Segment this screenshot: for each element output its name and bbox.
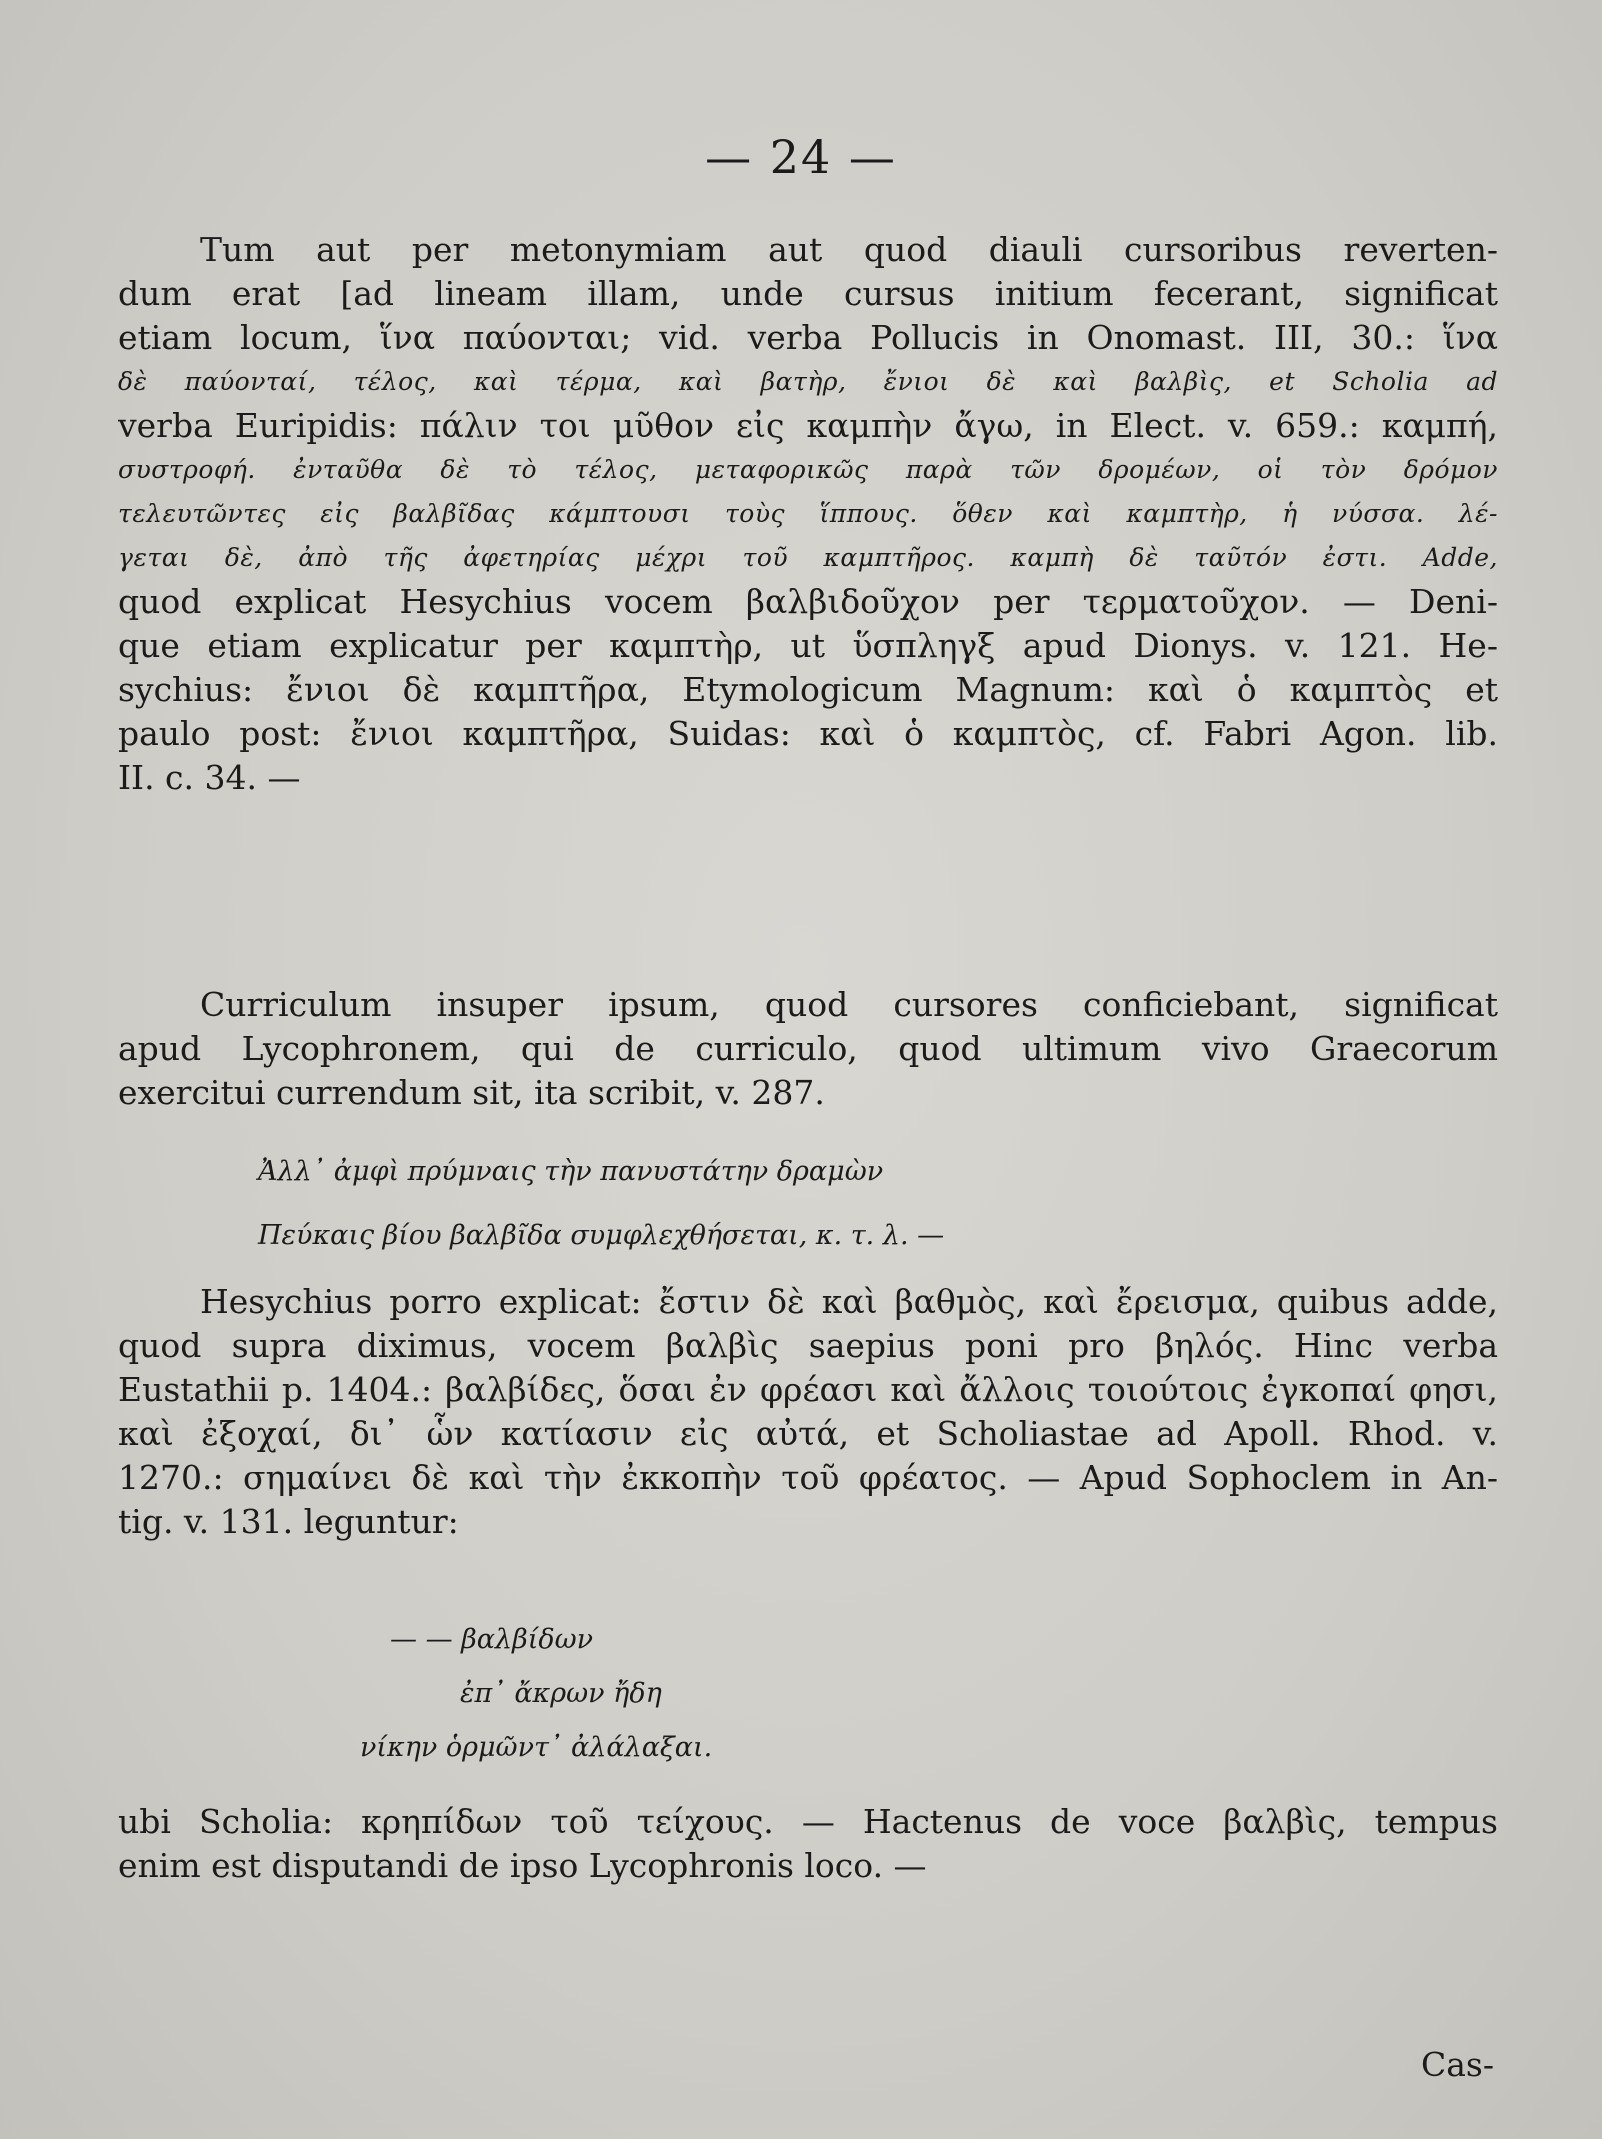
text-line: συστροφή. ἐνταῦθα δὲ τὸ τέλος, μεταφορικῶς παρὰ τῶν δρομέων, οἱ τὸν δρόμον <box>118 455 1498 484</box>
text-line: quod explicat Hesychius vocem βαλβιδοῦχον per τερματοῦχον. — Deni- <box>118 582 1498 621</box>
paragraph-3 <box>118 1280 1498 1544</box>
text-line: 1270.: σημαίνει δὲ καὶ τὴν ἐκκοπὴν τοῦ φρέατος. — Apud Sophoclem in An- <box>118 1458 1498 1497</box>
text-line: καὶ ἐξοχαί, δι᾽ ὧν κατίασιν εἰς αὐτά, et Scholiastae ad Apoll. Rhod. v. <box>118 1414 1498 1453</box>
verse-line: ἐπ᾽ ἄκρων ἤδη <box>460 1678 662 1709</box>
text-line: etiam locum, ἵνα παύονται; vid. verba Pollucis in Onomast. III, 30.: ἵνα <box>118 318 1498 357</box>
text-line: Hesychius porro explicat: ἔστιν δὲ καὶ βαθμὸς, καὶ ἔρεισμα, quibus adde, <box>200 1282 1498 1321</box>
text-line: apud Lycophronem, qui de curriculo, quod ultimum vivo Graecorum <box>118 1029 1498 1068</box>
text-line: exercitui currendum sit, ita scribit, v. 287. <box>118 1073 825 1112</box>
verse-line: — — βαλβίδων <box>390 1624 594 1655</box>
text-line: dum erat [ad lineam illam, unde cursus initium fecerant, significat <box>118 274 1498 313</box>
text-line: δὲ παύονταί, τέλος, καὶ τέρμα, καὶ βατὴρ, ἔνιοι δὲ καὶ βαλβὶς, et Scholia ad <box>118 367 1498 396</box>
page-number: — 24 — <box>705 130 897 184</box>
text-line: II. c. 34. — <box>118 758 301 797</box>
text-line: Tum aut per metonymiam aut quod diauli cursoribus reverten- <box>200 230 1498 269</box>
text-line: τελευτῶντες εἰς βαλβῖδας κάμπτουσι τοὺς ἵππους. ὅθεν καὶ καμπτὴρ, ἡ νύσσα. λέ- <box>118 499 1498 528</box>
text-line: verba Euripidis: πάλιν τοι μῦθον εἰς καμπὴν ἄγω, in Elect. v. 659.: καμπή, <box>118 406 1498 445</box>
text-line: Curriculum insuper ipsum, quod cursores conficiebant, significat <box>200 985 1498 1024</box>
text-line: Eustathii p. 1404.: βαλβίδες, ὅσαι ἐν φρέασι καὶ ἄλλοις τοιούτοις ἐγκοπαί φησι, <box>118 1370 1498 1409</box>
text-line: que etiam explicatur per καμπτὴρ, ut ὕσπληγξ apud Dionys. v. 121. He- <box>118 626 1498 665</box>
text-line: ubi Scholia: κρηπίδων τοῦ τείχους. — Hactenus de voce βαλβὶς, tempus <box>118 1802 1498 1841</box>
verse-line: νίκην ὁρμῶντ᾽ ἀλάλαξαι. <box>360 1732 713 1763</box>
paragraph-1 <box>118 228 1498 800</box>
paragraph-2 <box>118 983 1498 1115</box>
verse-line: Ἀλλ᾽ ἀμφὶ πρύμναις τὴν πανυστάτην δραμὼν <box>258 1156 884 1187</box>
text-line: enim est disputandi de ipso Lycophronis loco. — <box>118 1846 927 1885</box>
verse-line: Πεύκαις βίου βαλβῖδα συμφλεχθήσεται, κ. τ. λ. — <box>258 1220 945 1251</box>
text-line: sychius: ἔνιοι δὲ καμπτῆρα, Etymologicum Magnum: καὶ ὁ καμπτὸς et <box>118 670 1498 709</box>
paragraph-4 <box>118 1800 1498 1888</box>
text-line: tig. v. 131. leguntur: <box>118 1502 459 1541</box>
catchword: Cas- <box>1420 2045 1494 2084</box>
text-line: quod supra diximus, vocem βαλβὶς saepius poni pro βηλός. Hinc verba <box>118 1326 1498 1365</box>
text-line: γεται δὲ, ἀπὸ τῆς ἀφετηρίας μέχρι τοῦ καμπτῆρος. καμπὴ δὲ ταῦτόν ἐστι. Adde, <box>118 543 1498 572</box>
text-line: paulo post: ἔνιοι καμπτῆρα, Suidas: καὶ ὁ καμπτὸς, cf. Fabri Agon. lib. <box>118 714 1498 753</box>
